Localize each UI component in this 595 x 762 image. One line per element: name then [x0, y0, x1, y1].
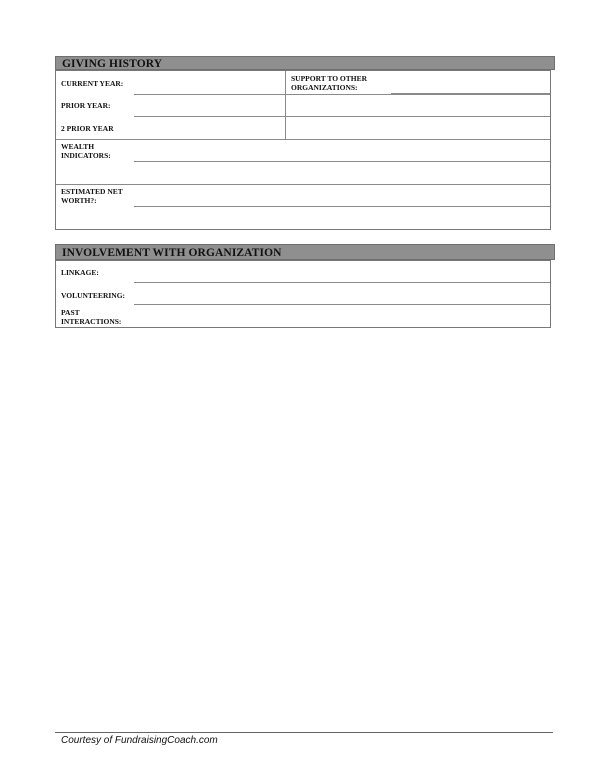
support-label-line1: SUPPORT TO OTHER [291, 74, 368, 83]
prior-year-label: PRIOR YEAR: [61, 101, 111, 110]
footer-rule [55, 732, 553, 733]
giving-history-header [55, 56, 555, 70]
net-worth-field[interactable] [134, 206, 550, 207]
two-prior-year-label: 2 PRIOR YEAR [61, 124, 114, 133]
wealth-label-line1: WEALTH [61, 142, 95, 151]
wealth-label-line2: INDICATORS: [61, 151, 111, 160]
wealth-field-line2[interactable] [56, 184, 550, 185]
giving-row-divider-2 [285, 116, 550, 117]
linkage-label: LINKAGE: [61, 268, 99, 277]
volunteering-field[interactable] [134, 304, 550, 305]
support-label-line2: ORGANIZATIONS: [291, 83, 358, 92]
current-year-label: CURRENT YEAR: [61, 79, 124, 88]
giving-history-title: GIVING HISTORY [62, 58, 163, 70]
giving-row-divider-1 [285, 94, 550, 95]
footer-courtesy: Courtesy of FundraisingCoach.com [61, 735, 218, 746]
past-interactions-label-line1: PAST [61, 308, 80, 317]
giving-row-divider-3 [56, 139, 550, 140]
past-interactions-label-line2: INTERACTIONS: [61, 317, 122, 326]
involvement-section [55, 244, 555, 328]
involvement-body [55, 260, 551, 328]
net-worth-label-line2: WORTH?: [61, 196, 97, 205]
giving-history-section [55, 56, 555, 230]
current-year-field[interactable] [134, 94, 285, 95]
involvement-header [55, 244, 555, 260]
wealth-field[interactable] [134, 161, 550, 162]
linkage-field[interactable] [134, 282, 550, 283]
prior-year-field[interactable] [134, 116, 285, 117]
giving-history-body [55, 70, 551, 230]
net-worth-label-line1: ESTIMATED NET [61, 187, 123, 196]
involvement-title: INVOLVEMENT WITH ORGANIZATION [62, 247, 282, 259]
volunteering-label: VOLUNTEERING: [61, 291, 126, 300]
giving-column-divider [285, 71, 286, 140]
